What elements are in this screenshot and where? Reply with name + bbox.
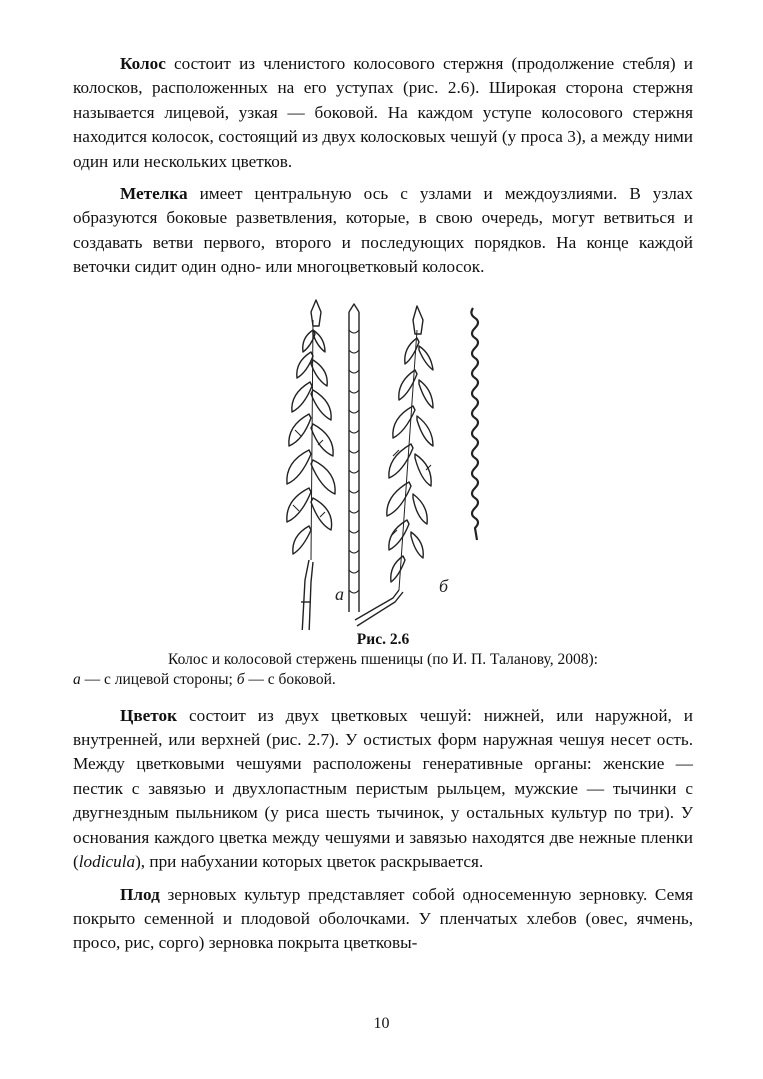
paragraph-metelka: [73, 182, 693, 280]
text-kolos: состоит из членистого колосового стержня (продолжение стебля) и колосков, расположенных на его уступах (рис. 2.6). Широкая сторона стержня называется лицевой, узкая — боковой. На каждом уступе колосового стержня находится колосок, состоящий из двух колосковых чешуй (у проса 3), а между ними один или нескольких цветков.: [73, 54, 693, 171]
term-metelka: Метелка: [120, 184, 188, 204]
term-plod: Плод: [120, 884, 160, 904]
wheat-spike-illustration: [73, 290, 693, 630]
paragraph-tsvetok: [73, 704, 693, 875]
text-tsvetok: состоит из двух цветковых чешуй: нижней, или наружной, и внутренней, или верхней (рис. 2.7). У остистых форм наружная чешуя несет ость. Между цветковыми чешуями расположены генеративные органы: женские — пестик с завязью и двухлопастным перистым рыльцем, мужские — тычинки с двугнездным пыльником (у риса шесть тычинок, у остальных культур по три). У основания каждого цветка между чешуями и завязью находятся две нежные пленки (: [73, 705, 693, 872]
text-tsvetok-end: ), при набухании которых цветок раскрывается.: [135, 852, 484, 872]
page-number: 10: [373, 1015, 390, 1032]
text-plod: зерновых культур представляет собой односеменную зерновку. Семя покрыто семенной и плодовой оболочками. У пленчатых хлебов (овес, ячмень, просо, рис, сорго) зерновка покрыта цветковы-: [73, 884, 693, 953]
caption-b-text: — с боковой.: [244, 670, 336, 688]
caption-a-letter: а: [73, 670, 81, 688]
latin-lodicula: lodicula: [78, 852, 136, 872]
figure-caption: [73, 650, 693, 690]
text-metelka: имеет центральную ось с узлами и междоузлиями. В узлах образуются боковые разветвления, которые, в свою очередь, могут ветвиться и создавать ветви первого, второго и последующих порядков. На конце каждой веточки сидит один одно- или многоцветковый колосок.: [73, 184, 693, 277]
spike-b-drawing: [355, 306, 433, 626]
spike-a-drawing: [287, 300, 335, 630]
label-b: б: [439, 575, 449, 596]
caption-a-text: — с лицевой стороны;: [80, 670, 237, 688]
term-kolos: Колос: [120, 54, 166, 73]
figure-title: Рис. 2.6: [356, 630, 410, 648]
figure-wheat-spike: [73, 290, 693, 630]
label-a: а: [335, 583, 344, 604]
paragraph-kolos: [73, 52, 693, 174]
caption-line-1: Колос и колосовой стержень пшеницы (по И. П. Таланову, 2008):: [168, 650, 598, 668]
paragraph-plod: [73, 883, 693, 956]
rachis-b-drawing: [471, 308, 478, 540]
rachis-a-drawing: [349, 304, 359, 612]
page-content: [73, 52, 693, 956]
caption-line-2: [73, 670, 693, 690]
caption-b-letter: б: [236, 670, 245, 688]
term-tsvetok: Цветок: [120, 705, 177, 725]
